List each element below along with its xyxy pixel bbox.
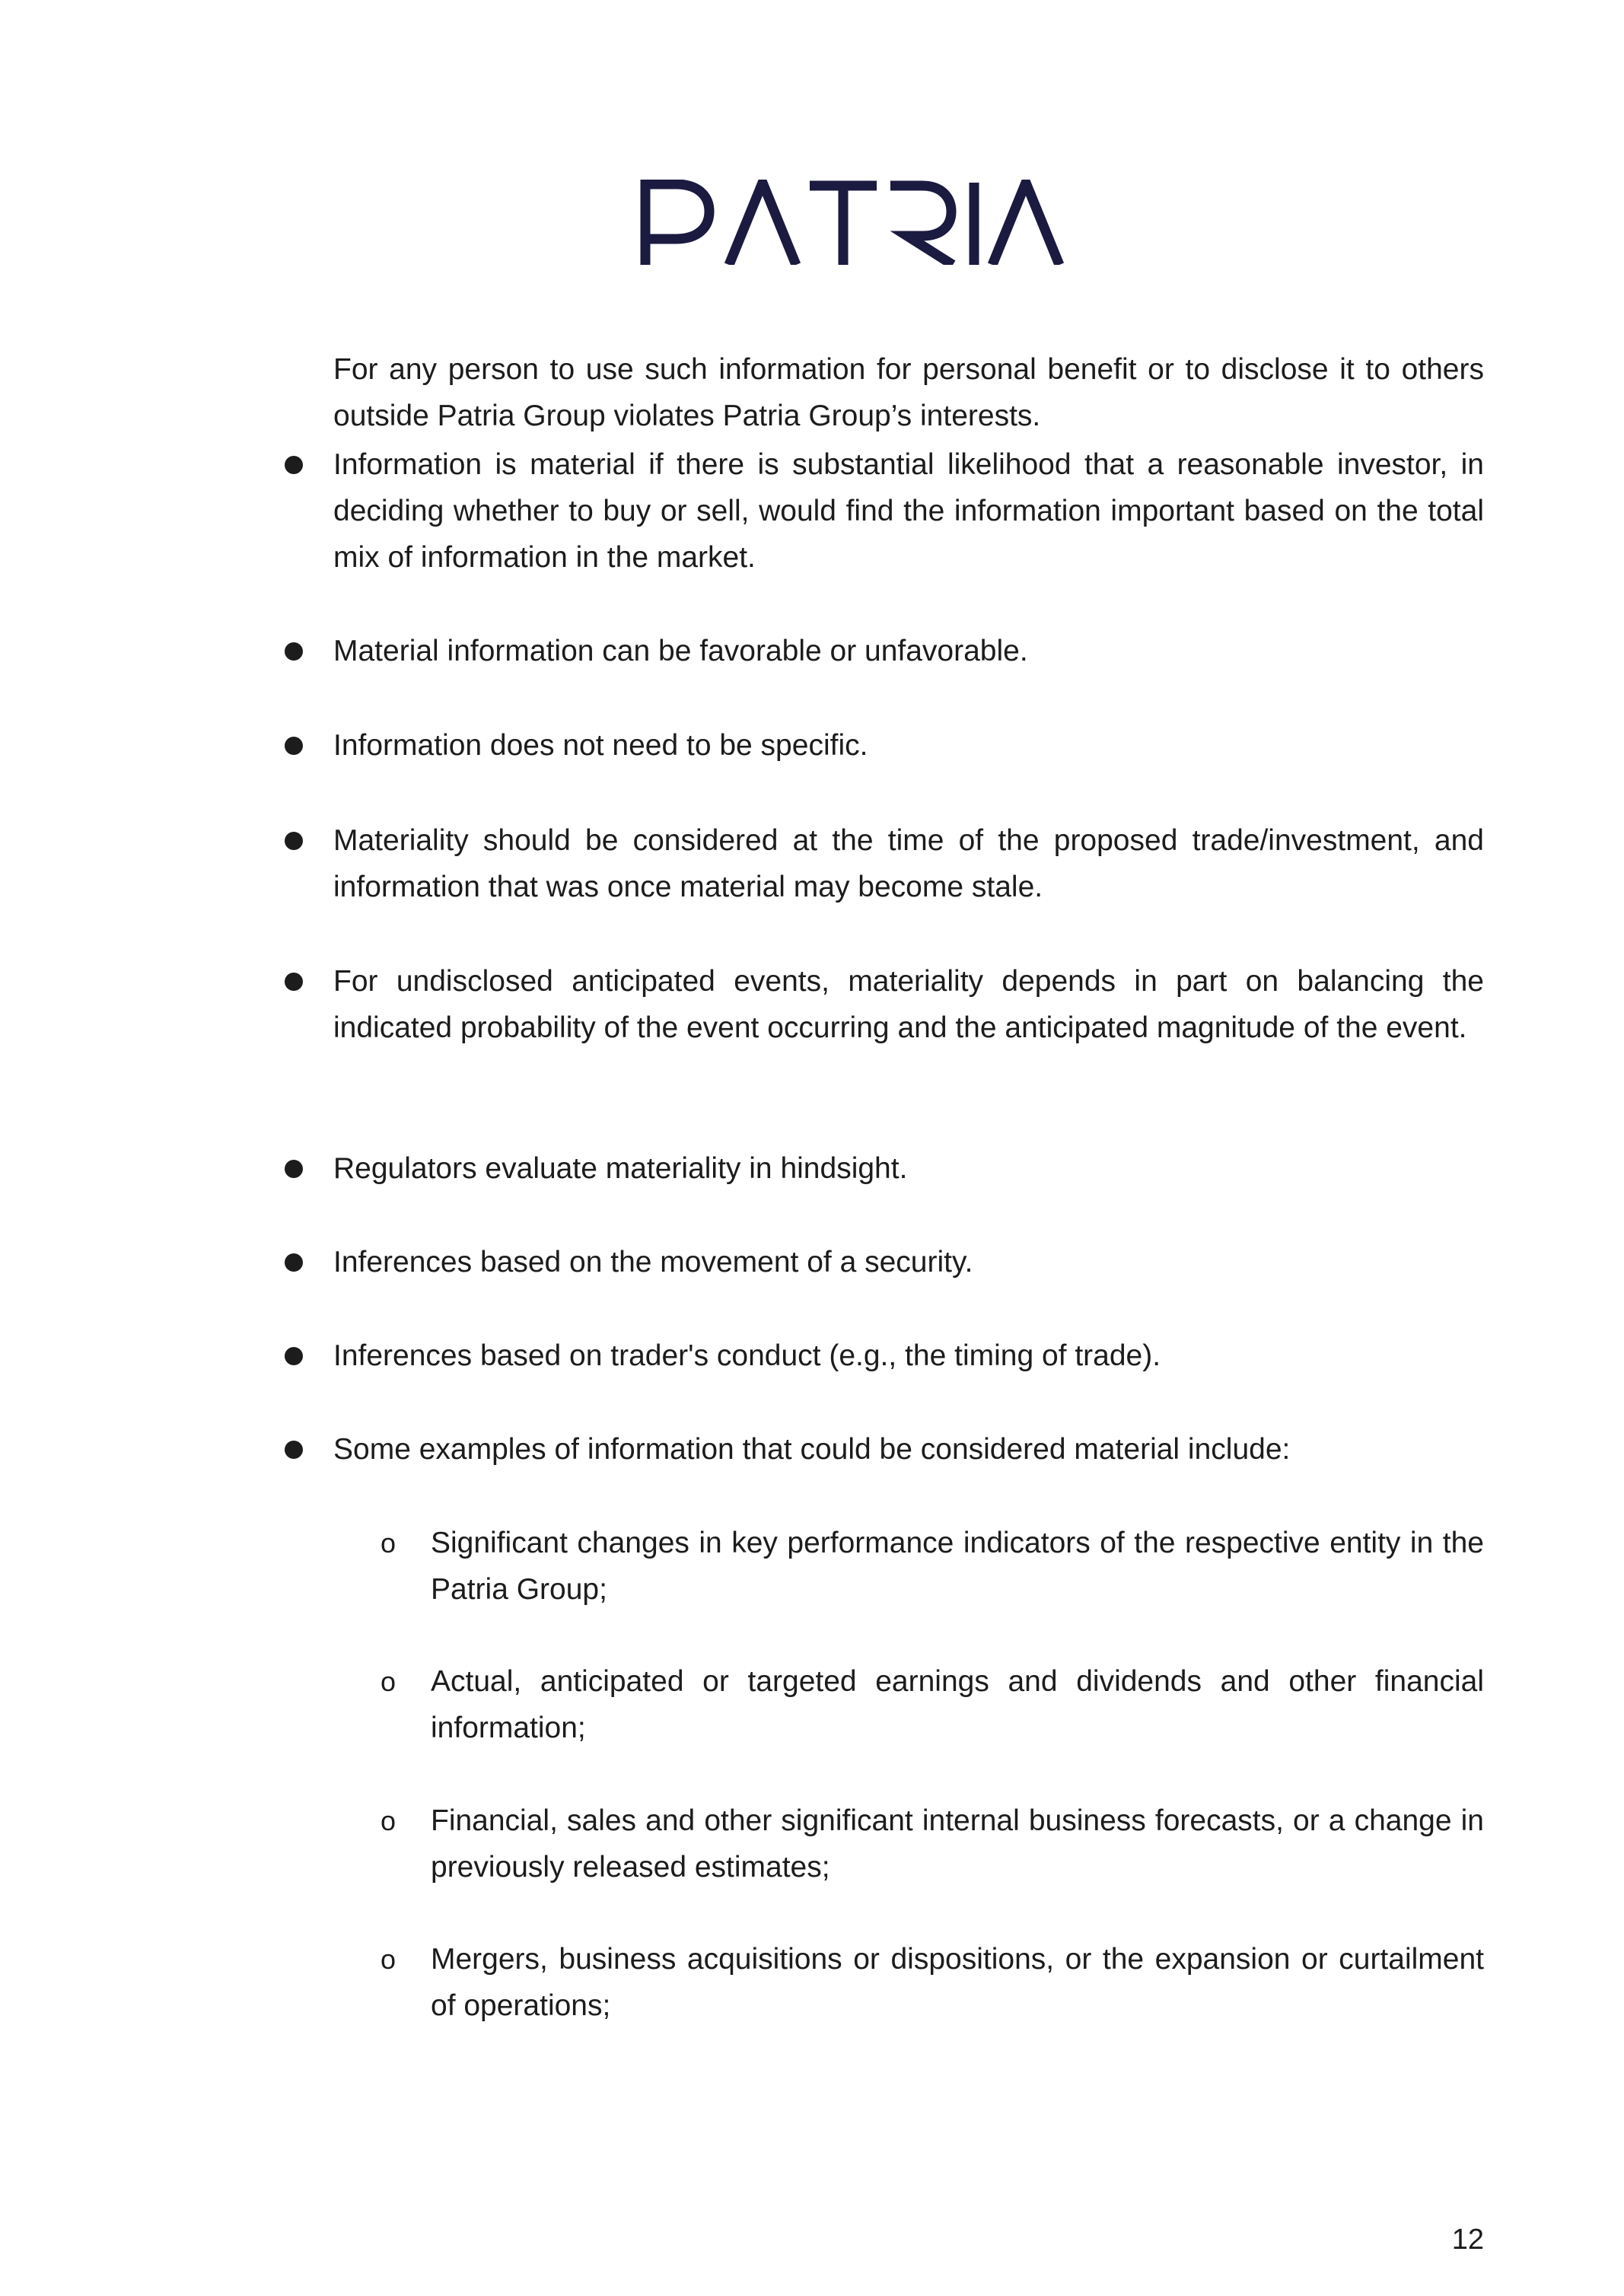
circle-bullet-icon: o [381, 1944, 396, 1975]
list-item-text: For undisclosed anticipated events, materiality depends in part on balancing the indicated probability of the event occurring and the anticipated magnitude of the event. [333, 965, 1484, 1044]
bullet-icon [285, 737, 303, 755]
bullet-icon [285, 1347, 303, 1365]
circle-bullet-icon: o [381, 1666, 396, 1697]
bullet-icon [285, 832, 303, 850]
list-item-text: Information is material if there is substantial likelihood that a reasonable investor, in deciding whether to buy or sell, would find the information important based on the total mix of information in the market. [333, 448, 1484, 574]
list-item-text: Regulators evaluate materiality in hindsight. [333, 1152, 908, 1185]
list-item-text: Inferences based on trader's conduct (e.g., the timing of trade). [333, 1339, 1161, 1372]
bullet-icon [285, 642, 303, 661]
sub-list-item-text: Significant changes in key performance indicators of the respective entity in the Patria Group; [431, 1527, 1484, 1606]
list-item-text: Some examples of information that could be considered material include: [333, 1433, 1291, 1466]
sub-list-item-text: Financial, sales and other significant internal business forecasts, or a change in previously released estimates; [431, 1804, 1484, 1884]
page-number: 12 [1451, 2224, 1484, 2256]
circle-bullet-icon: o [381, 1805, 396, 1836]
sub-list-item-text: Mergers, business acquisitions or dispositions, or the expansion or curtailment of operations; [431, 1943, 1484, 2022]
bullet-icon [285, 1253, 303, 1272]
bullet-icon [285, 456, 303, 474]
list-item-text: Inferences based on the movement of a security. [333, 1246, 973, 1279]
intro-paragraph: For any person to use such information for personal benefit or to disclose it to others outside Patria Group violates Patria Group’s interests. [333, 353, 1484, 432]
patria-logo [639, 180, 1065, 265]
patria-logo-mark [639, 180, 1065, 265]
bullet-icon [285, 973, 303, 991]
list-item-text: Information does not need to be specific. [333, 729, 868, 762]
bullet-icon [285, 1441, 303, 1459]
list-item-text: Material information can be favorable or unfavorable. [333, 635, 1028, 667]
list-item-text: Materiality should be considered at the time of the proposed trade/investment, and information that was once material may become stale. [333, 824, 1484, 903]
bullet-icon [285, 1160, 303, 1178]
sub-list-item-text: Actual, anticipated or targeted earnings and dividends and other financial information; [431, 1665, 1484, 1744]
circle-bullet-icon: o [381, 1527, 396, 1559]
